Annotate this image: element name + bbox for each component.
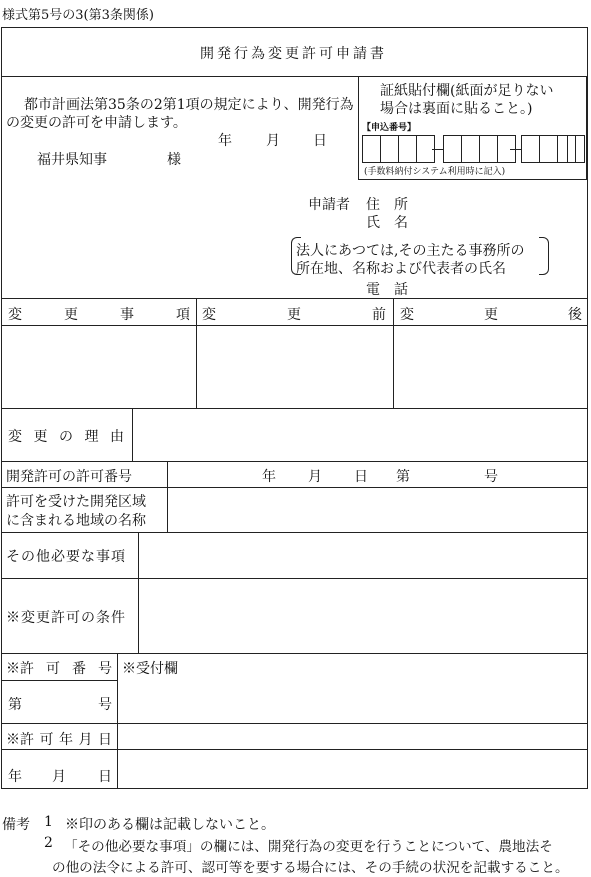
bracket-right: [539, 237, 549, 275]
divider: [1, 461, 588, 462]
area-name-label: 許可を受けた開発区域: [6, 494, 146, 510]
change-item-header: 変 更 事 項: [8, 307, 190, 323]
permit-number-day: 日: [354, 469, 368, 485]
after-header: 変 更 後: [400, 307, 582, 323]
intro-text: 都市計画法第35条の2第1項の規定により、開発行為: [24, 97, 354, 113]
note-number: 2: [44, 835, 53, 851]
phone-label: 電 話: [366, 282, 408, 298]
reason-field[interactable]: [133, 409, 587, 460]
divider: [1, 298, 588, 299]
permit-number-month: 月: [308, 469, 322, 485]
reason-label: 変 更 の 理 由: [8, 429, 124, 445]
other-matters-label: その他必要な事項: [6, 549, 126, 565]
application-number-cell[interactable]: [461, 135, 480, 163]
divider: [1, 653, 588, 654]
conditions-label: ※変更許可の条件: [6, 610, 126, 626]
intro-text: の変更の許可を申請します。: [6, 115, 187, 131]
issue-date-label: ※許 可 年 月 日: [6, 732, 112, 748]
form-label: 様式第5号の3(第3条関係): [2, 8, 154, 23]
form-title: 開発行為変更許可申請書: [200, 46, 387, 62]
divider: [117, 723, 588, 724]
application-number-cell[interactable]: [443, 135, 462, 163]
issue-month: 月: [52, 769, 66, 785]
reception-label: ※受付欄: [122, 661, 178, 677]
application-number-cell[interactable]: [539, 135, 558, 163]
corporation-note: 所在地、名称および代表者の氏名: [296, 261, 506, 277]
addressee: 福井県知事: [37, 152, 107, 168]
application-number-label: 【申込番号】: [362, 123, 417, 133]
before-field[interactable]: [197, 326, 392, 407]
permit-number-year: 年: [262, 469, 276, 485]
divider: [1, 680, 117, 681]
note-text: 「その他必要な事項」の欄には、開発行為の変更を行うことについて、農地法そ: [64, 839, 553, 855]
addressee-honorific: 様: [167, 152, 181, 168]
permit-number-dai: 第: [396, 469, 410, 485]
application-number-cell[interactable]: [567, 135, 585, 163]
application-number-cell[interactable]: [380, 135, 399, 163]
issue-year: 年: [8, 769, 22, 785]
stamp-instruction: 証紙貼付欄(紙面が足りない: [380, 83, 554, 99]
area-name-label: に含まれる地域の名称: [6, 513, 146, 529]
note-number: 1: [44, 814, 53, 830]
permit-number-label: 開発許可の許可番号: [6, 469, 132, 485]
address-label: 住 所: [366, 197, 408, 213]
issue-number-label: ※許 可 番 号: [6, 661, 112, 677]
note-text: の他の法令による許可、認可等を要する場合には、その手続の状況を記載すること。: [52, 860, 569, 876]
date-day: 日: [313, 133, 327, 149]
area-name-field[interactable]: [168, 488, 587, 531]
divider: [1, 749, 588, 750]
stamp-instruction: 場合は裏面に貼ること。): [380, 101, 533, 117]
change-item-field[interactable]: [2, 326, 195, 407]
issue-number-dai: 第: [8, 697, 22, 713]
note-text: ※印のある欄は記載しないこと。: [65, 817, 275, 833]
corporation-note: 法人にあつては,その主たる事務所の: [296, 243, 525, 259]
date-year: 年: [218, 133, 232, 149]
application-number-cell[interactable]: [521, 135, 540, 163]
application-number-note: (手数料納付システム利用時に記入): [364, 167, 506, 177]
applicant-label: 申請者: [308, 197, 350, 213]
conditions-field[interactable]: [139, 579, 587, 652]
divider: [1, 723, 117, 724]
date-month: 月: [266, 133, 280, 149]
permit-number-go: 号: [484, 469, 498, 485]
other-matters-field[interactable]: [139, 533, 587, 577]
issue-number-go: 号: [98, 697, 112, 713]
application-number-cell[interactable]: [362, 135, 381, 163]
application-number-cell[interactable]: [398, 135, 417, 163]
after-field[interactable]: [394, 326, 587, 407]
name-label: 氏 名: [366, 215, 408, 231]
notes-label: 備考: [2, 817, 30, 833]
application-number-cell[interactable]: [479, 135, 498, 163]
issue-day: 日: [98, 769, 112, 785]
reception-field[interactable]: [118, 681, 587, 722]
before-header: 変 更 前: [202, 307, 386, 323]
